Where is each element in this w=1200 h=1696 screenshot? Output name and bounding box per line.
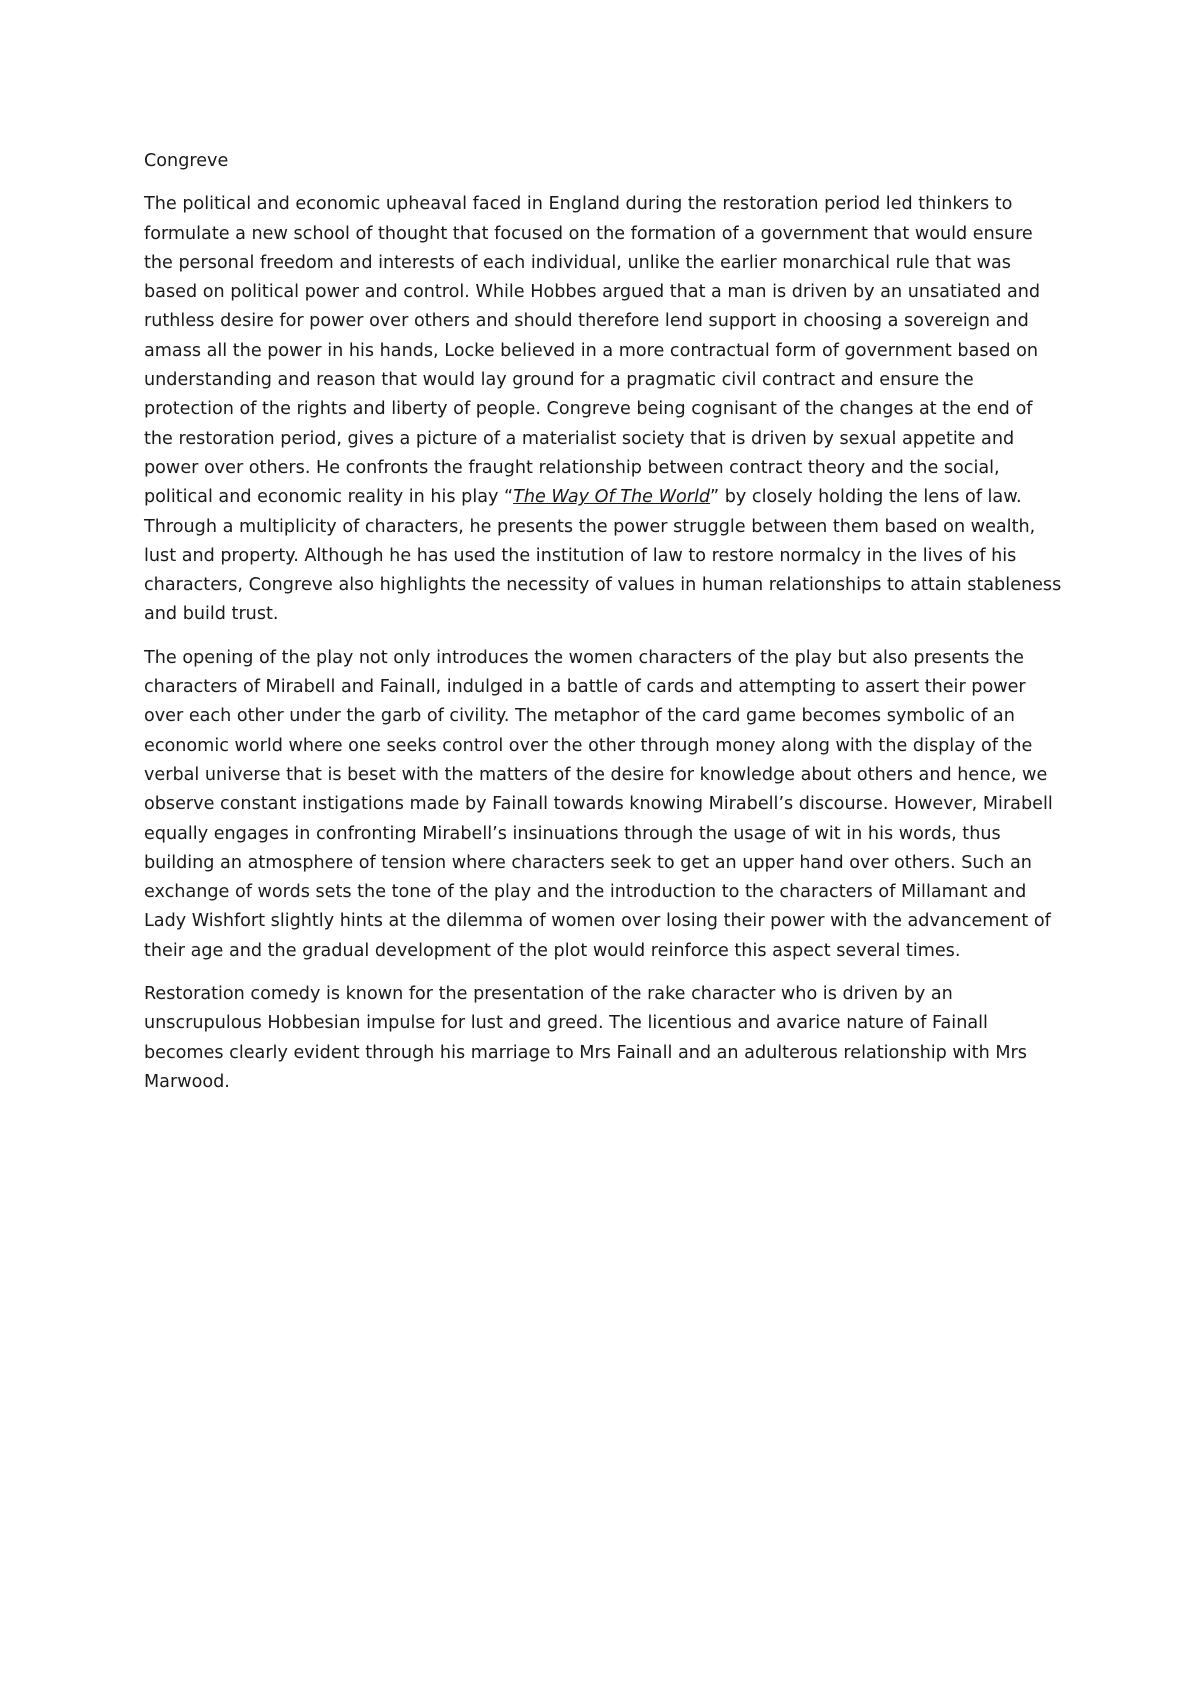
paragraph-2: The opening of the play not only introduces the women characters of the play but also presents the characters of Mirabell and Fainall, indulged in a battle of cards and attempting to assert their power over each other under the garb of civility. The metaphor of the card game becomes symbolic of an economic world where one seeks control over the other through money along with the display of the verbal universe that is beset with the matters of the desire for knowledge about others and hence, we observe constant instigations made by Fainall towards knowing Mirabell’s discourse. However, Mirabell equally engages in confronting Mirabell’s insinuations through the usage of wit in his words, thus building an atmosphere of tension where characters seek to get an upper hand over others. Such an exchange of words sets the tone of the play and the introduction to the characters of Millamant and Lady Wishfort slightly hints at the dilemma of women over losing their power with the advancement of their age and the gradual development of the plot would reinforce this aspect several times.	[144, 647, 1053, 961]
play-title-link: The Way Of The World	[513, 487, 711, 508]
paragraph-1-text-after: ” by closely holding the lens of law. Through a multiplicity of characters, he presents the power struggle between them based on wealth, lust and property. Although he has used the institution of law to restore normalcy in the lives of his characters, Congreve also highlights the necessity of values in human relationships to attain stableness and build trust.	[144, 487, 1062, 625]
paragraph-3: Restoration comedy is known for the presentation of the rake character who is driven by an unscrupulous Hobbesian impulse for lust and greed. The licentious and avarice nature of Fainall becomes clearly evident through his marriage to Mrs Fainall and an adulterous relationship with Mrs Marwood.	[144, 984, 1027, 1092]
document-title: Congreve	[144, 151, 229, 171]
paragraph-1	[144, 190, 1064, 629]
paragraph-1-text-before: The political and economic upheaval faced in England during the restoration period led thinkers to formulate a new school of thought that focused on the formation of a government that would ensure the personal freedom and interests of each individual, unlike the earlier monarchical rule that was based on political power and control. While Hobbes argued that a man is driven by an unsatiated and ruthless desire for power over others and should therefore lend support in choosing a sovereign and amass all the power in his hands, Locke believed in a more contractual form of government based on understanding and reason that would lay ground for a pragmatic civil contract and ensure the protection of the rights and liberty of people. Congreve being cognisant of the changes at the end of the restoration period, gives a picture of a materialist society that is driven by sexual appetite and power over others. He confronts the fraught relationship between contract theory and the social, political and economic reality in his play “	[144, 194, 1041, 508]
document-body	[144, 147, 1064, 1111]
